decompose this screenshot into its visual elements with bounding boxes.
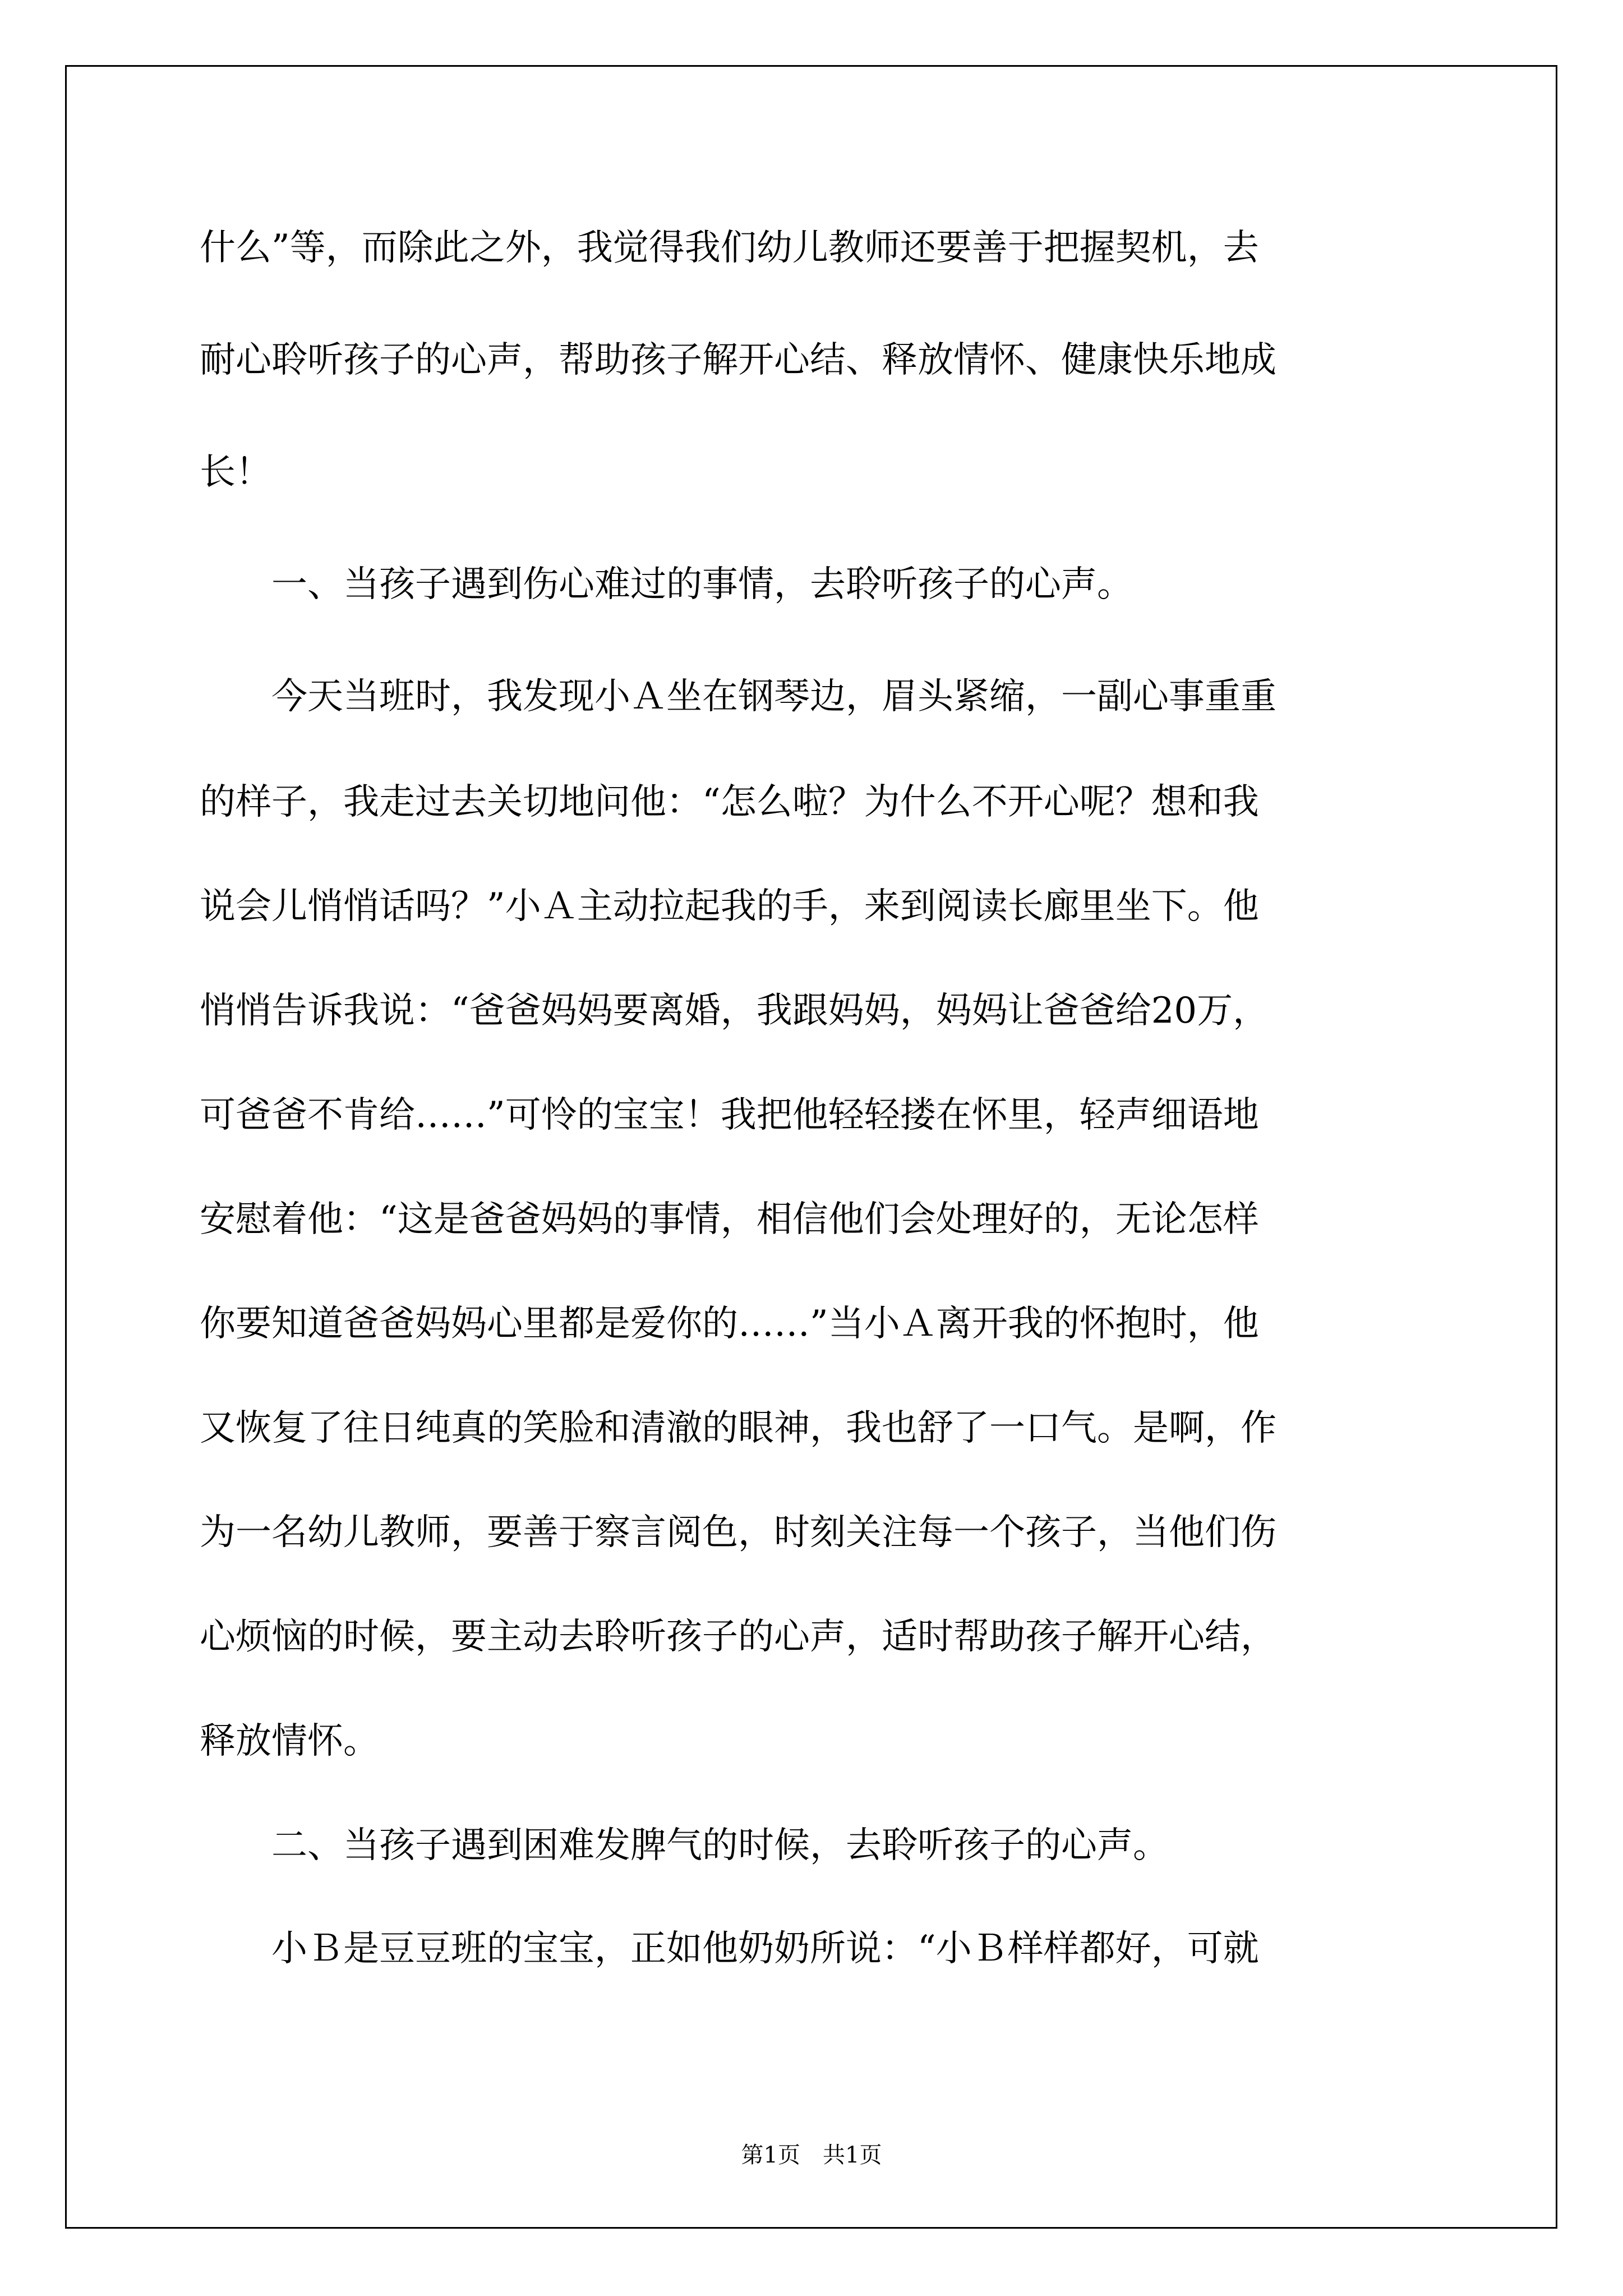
text-line: 安慰着他：“这是爸爸妈妈的事情，相信他们会处理好的，无论怎样 [200, 1199, 1259, 1240]
text-line: 的样子，我走过去关切地问他：“怎么啦？为什么不开心呢？想和我 [200, 781, 1259, 823]
text-line: 什么”等，而除此之外，我觉得我们幼儿教师还要善于把握契机，去 [200, 227, 1259, 269]
text-line: 耐心聆听孩子的心声，帮助孩子解开心结、释放情怀、健康快乐地成 [200, 339, 1276, 381]
text-line: 说会儿悄悄话吗？”小Ａ主动拉起我的手，来到阅读长廊里坐下。他 [200, 886, 1259, 927]
page-border [65, 65, 1557, 2229]
section-heading: 二、当孩子遇到困难发脾气的时候，去聆听孩子的心声。 [200, 1825, 1169, 1866]
text-line: 小Ｂ是豆豆班的宝宝，正如他奶奶所说：“小Ｂ样样都好，可就 [200, 1928, 1259, 1970]
text-line: 你要知道爸爸妈妈心里都是爱你的……”当小Ａ离开我的怀抱时，他 [200, 1303, 1259, 1345]
text-line: 长！ [200, 452, 271, 493]
text-line: 可爸爸不肯给……”可怜的宝宝！我把他轻轻搂在怀里，轻声细语地 [200, 1094, 1259, 1136]
text-line: 释放情怀。 [200, 1720, 379, 1762]
text-line: 今天当班时，我发现小Ａ坐在钢琴边，眉头紧缩，一副心事重重 [200, 676, 1276, 717]
text-line: 又恢复了往日纯真的笑脸和清澈的眼神，我也舒了一口气。是啊，作 [200, 1407, 1276, 1449]
text-line: 心烦恼的时候，要主动去聆听孩子的心声，适时帮助孩子解开心结， [200, 1616, 1276, 1658]
page-number-footer: 第1页 共1页 [741, 2142, 882, 2168]
section-heading: 一、当孩子遇到伤心难过的事情，去聆听孩子的心声。 [200, 564, 1133, 605]
text-line: 悄悄告诉我说：“爸爸妈妈要离婚，我跟妈妈，妈妈让爸爸给20万， [200, 990, 1269, 1032]
text-line: 为一名幼儿教师，要善于察言阅色，时刻关注每一个孩子，当他们伤 [200, 1512, 1276, 1553]
